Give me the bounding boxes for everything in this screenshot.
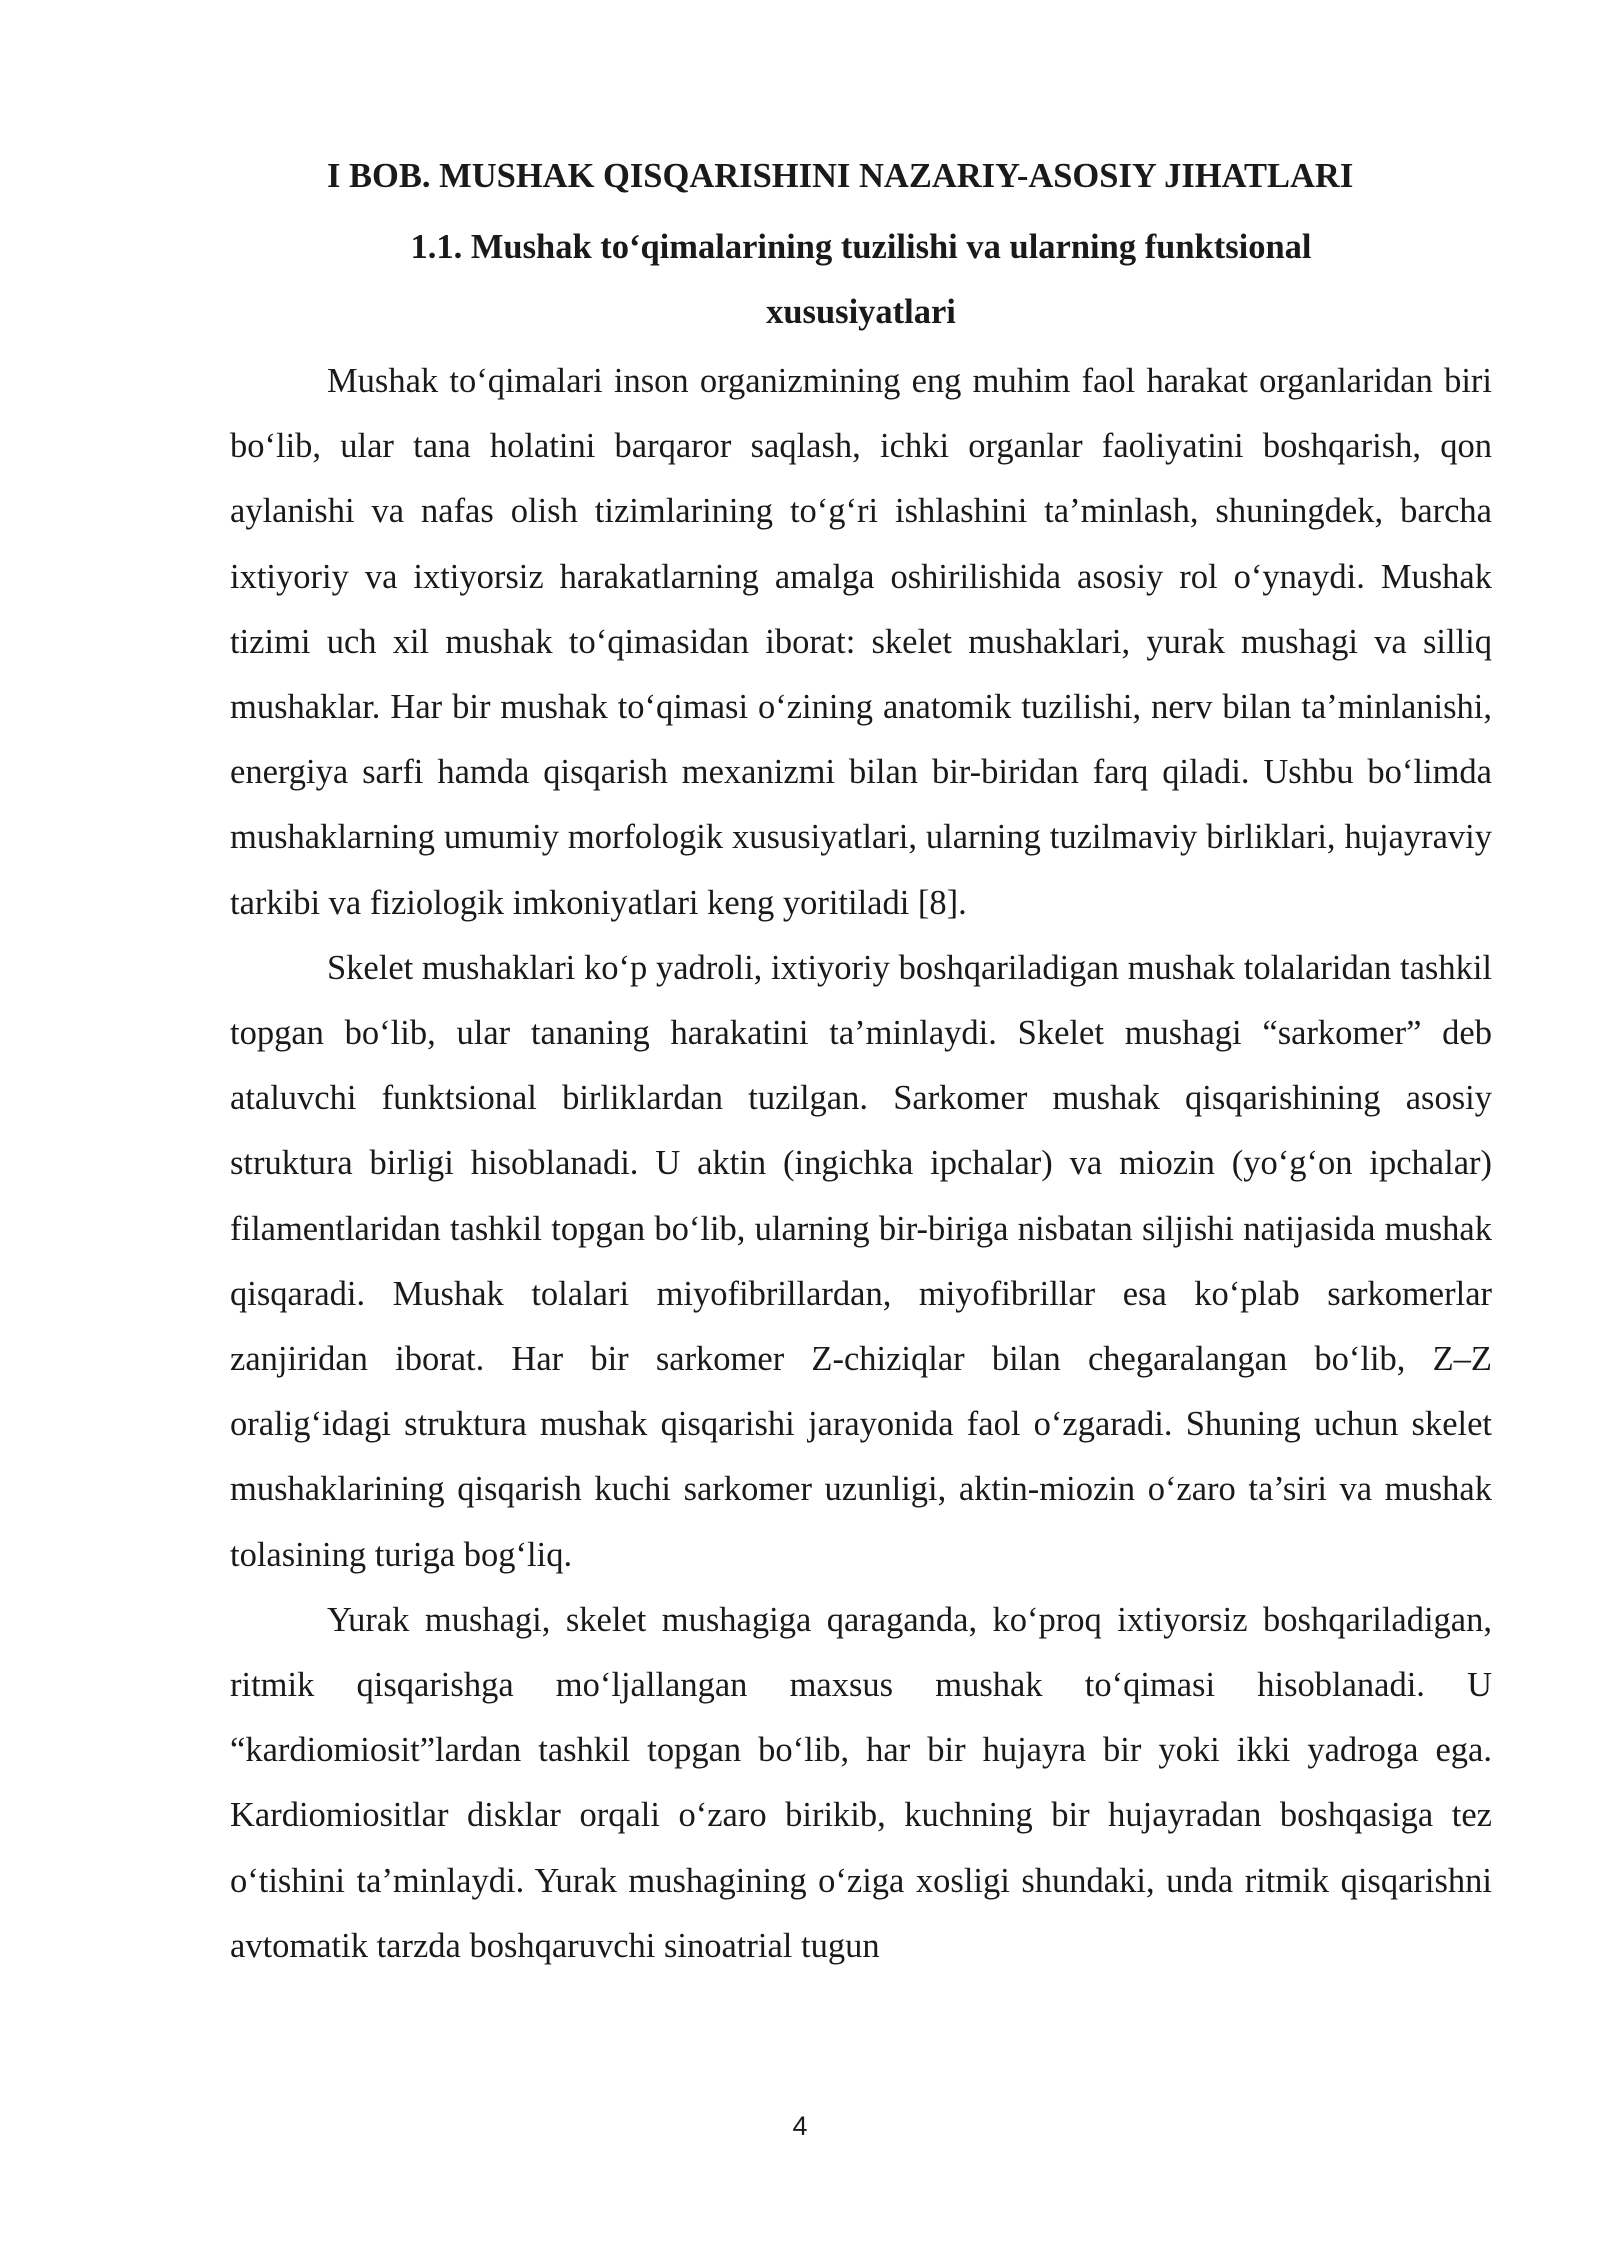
document-page [230, 150, 1492, 1979]
paragraph-2: Skelet mushaklari ko‘p yadroli, ixtiyoriy boshqariladigan mushak tolalaridan tashkil topgan bo‘lib, ular tananing harakatini ta’minlaydi. Skelet mushagi “sarkomer” deb ataluvchi funktsional birliklardan tuzilgan. Sarkomer mushak qisqarishining asosiy struktura birligi hisoblanadi. U aktin (ingichka ipchalar) va miozin (yo‘g‘on ipchalar) filamentlaridan tashkil topgan bo‘lib, ularning bir-biriga nisbatan siljishi natijasida mushak qisqaradi. Mushak tolalari miyofibrillardan, miyofibrillar esa ko‘plab sarkomerlar zanjiridan iborat. Har bir sarkomer Z-chiziqlar bilan chegaralangan bo‘lib, Z–Z oralig‘idagi struktura mushak qisqarishi jarayonida faol o‘zgaradi. Shuning uchun skelet mushaklarining qisqarish kuchi sarkomer uzunligi, aktin-miozin o‘zaro ta’siri va mushak tolasining turiga bog‘liq. [230, 948, 1492, 1574]
section-title-line-2: xususiyatlari [766, 293, 956, 331]
page-number: 4 [792, 2111, 808, 2141]
paragraph-3: Yurak mushagi, skelet mushagiga qaraganda, ko‘proq ixtiyorsiz boshqariladigan, ritmik qisqarishga mo‘ljallangan maxsus mushak to‘qimasi hisoblanadi. U “kardiomiosit”lardan tashkil topgan bo‘lib, har bir hujayra bir yoki ikki yadroga ega. Kardiomiositlar disklar orqali o‘zaro birikib, kuchning bir hujayradan boshqasiga tez o‘tishini ta’minlaydi. Yurak mushagining o‘ziga xosligi shundaki, unda ritmik qisqarishni avtomatik tarzda boshqaruvchi sinoatrial tugun [230, 1600, 1492, 1965]
section-title [230, 215, 1492, 345]
paragraph-1: Mushak to‘qimalari inson organizmining eng muhim faol harakat organlaridan biri bo‘lib, ular tana holatini barqaror saqlash, ichki organlar faoliyatini boshqarish, qon aylanishi va nafas olish tizimlarining to‘g‘ri ishlashini ta’minlash, shuningdek, barcha ixtiyoriy va ixtiyorsiz harakatlarning amalga oshirilishida asosiy rol o‘ynaydi. Mushak tizimi uch xil mushak to‘qimasidan iborat: skelet mushaklari, yurak mushagi va silliq mushaklar. Har bir mushak to‘qimasi o‘zining anatomik tuzilishi, nerv bilan ta’minlanishi, energiya sarfi hamda qisqarish mexanizmi bilan bir-biridan farq qiladi. Ushbu bo‘limda mushaklarning umumiy morfologik xususiyatlari, ularning tuzilmaviy birliklari, hujayraviy tarkibi va fiziologik imkoniyatlari keng yoritiladi [8]. [230, 362, 1492, 922]
body-text [230, 349, 1492, 1979]
section-title-line-1: 1.1. Mushak to‘qimalarining tuzilishi va ularning funktsional [410, 228, 1312, 266]
chapter-title: I BOB. MUSHAK QISQARISHINI NAZARIY-ASOSIY JIHATLARI [327, 157, 1354, 195]
